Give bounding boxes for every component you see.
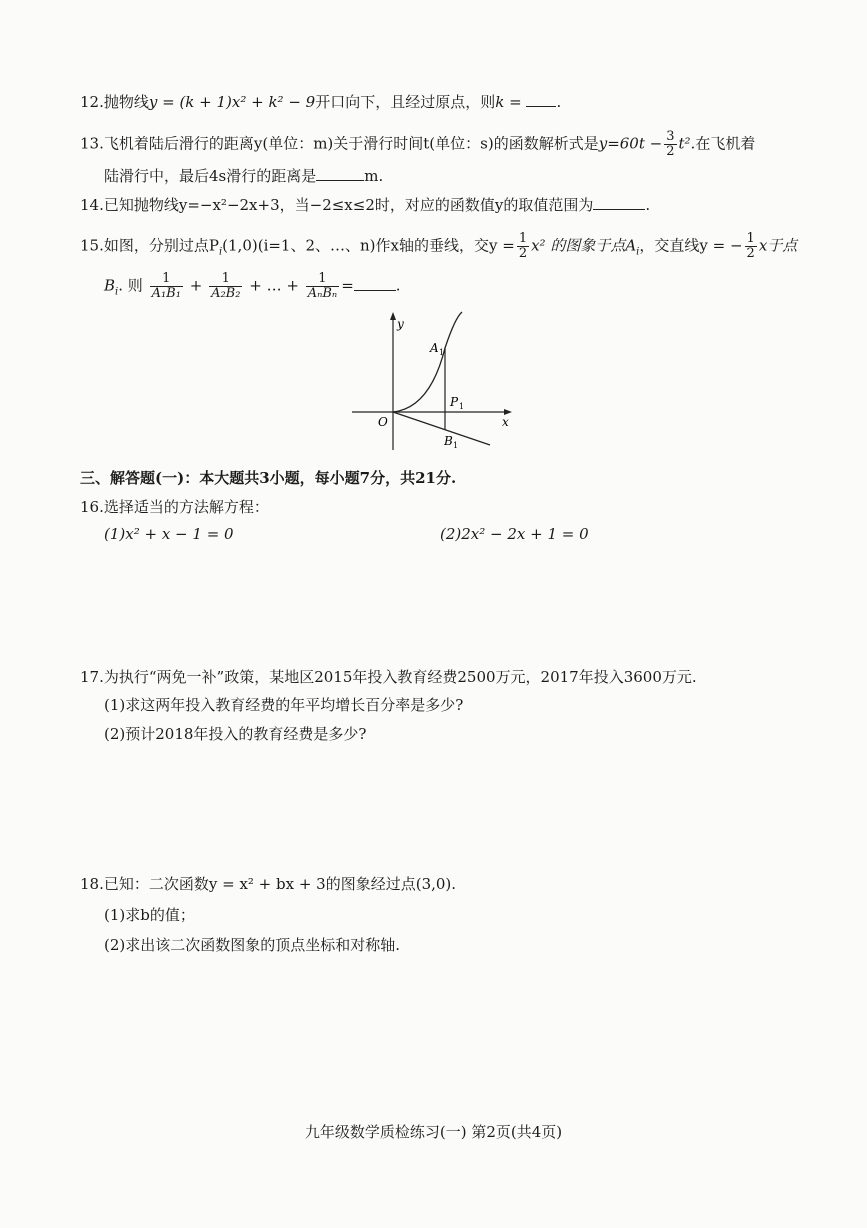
q15-term-2: $\frac{1}{\text{A₂B₂}}$ (211, 271, 241, 301)
label-a-sub: 1 (439, 348, 445, 357)
q15-then: . 则 (118, 276, 143, 295)
q15-dots: + … + (249, 276, 299, 295)
q12-number: 12. (80, 93, 104, 111)
page-footer: 九年级数学质检练习(一) 第2页(共4页) (304, 1123, 563, 1141)
question-17 (80, 667, 697, 687)
question-13-line2 (104, 166, 383, 186)
q13-fraction: $\frac{3}{2}$ (666, 129, 675, 159)
q15-line1-e: x于点 (758, 236, 798, 255)
q15-line1-d: ，交直线y = − (639, 236, 743, 255)
q16-part-2: (2)2x² − 2x + 1 = 0 (440, 525, 589, 543)
q13-line2: 陆滑行中，最后4s滑行的距离是 (104, 167, 317, 185)
q12-pre: 抛物线 (103, 93, 149, 111)
question-15-line1: 15.如图，分别过点$P_i(1,0)(i=1$、2、…、n)作x轴的垂线，交y = $\frac{1}{2}$ x² 的图象于点$A_i$，交直线y = − $\frac{1}{2}$ x于点 (80, 231, 798, 261)
y-axis-arrow (390, 312, 396, 320)
q13-formula-end: t². (678, 134, 696, 153)
question-18 (80, 874, 456, 894)
question-14 (80, 195, 650, 215)
q15-frac-2: $\frac{1}{2}$ (746, 231, 755, 261)
question-12 (80, 92, 561, 112)
q13-line2-end: m. (364, 167, 384, 185)
q12-answer-blank[interactable] (526, 92, 556, 107)
label-p-sub: 1 (459, 402, 465, 411)
q14-end: . (645, 196, 651, 214)
q17-text: 为执行“两免一补”政策，某地区2015年投入教育经费2500万元，2017年投入3600万元. (103, 668, 697, 686)
label-b-sub: 1 (453, 441, 459, 450)
q15-line1-b: (1,0)(i=1、2、…、n)作x轴的垂线，交y = (222, 236, 515, 255)
q13-line1-mid: y(单位：m)关于滑行时间t(单位：s)的函数解析式是 (253, 134, 599, 153)
label-x: x (502, 415, 509, 429)
q15-answer-blank[interactable] (354, 276, 396, 291)
label-p: P (450, 395, 459, 409)
label-y: y (397, 317, 404, 331)
q12-expression: y = (k + 1)x² + k² − 9 (148, 93, 316, 111)
q17-number: 17. (80, 668, 104, 686)
q13-formula: y=60t − (598, 134, 663, 153)
q13-line1-post: 在飞机着 (695, 134, 756, 153)
q15-b: B (104, 276, 116, 295)
q16-number: 16. (80, 498, 104, 516)
question-16 (80, 497, 269, 517)
q15-end: . (395, 276, 401, 295)
q18-part-2: (2)求出该二次函数图象的顶点坐标和对称轴. (104, 936, 401, 954)
q13-number: 13. (80, 134, 104, 153)
q17-part-1: (1)求这两年投入教育经费的年平均增长百分率是多少? (104, 696, 464, 714)
q14-number: 14. (80, 196, 104, 214)
q13-answer-blank[interactable] (316, 166, 364, 181)
q14-answer-blank[interactable] (593, 195, 645, 210)
q12-end: . (556, 93, 562, 111)
q15-plus: + (189, 276, 203, 295)
q12-var: k (495, 93, 505, 111)
q15-line1-a: 如图，分别过点P (103, 236, 219, 255)
q18-part-1: (1)求b的值； (104, 906, 195, 924)
q18-text: 已知：二次函数y = x² + bx + 3的图象经过点(3,0). (103, 875, 457, 893)
q15-figure (340, 308, 530, 458)
q15-term-n: $\frac{1}{\text{AₙBₙ}}$ (307, 271, 338, 301)
q15-eq: = (341, 276, 354, 295)
q18-number: 18. (80, 875, 104, 893)
label-a: A (430, 341, 439, 355)
q15-number: 15. (80, 236, 104, 255)
q17-part-2: (2)预计2018年投入的教育经费是多少? (104, 725, 367, 743)
q15-term-1: $\frac{1}{\text{A₁B₁}}$ (151, 271, 181, 301)
q12-eq: = (504, 93, 527, 111)
q15-frac-1: $\frac{1}{2}$ (518, 231, 528, 261)
q14-text: 已知抛物线y=−x²−2x+3，当−2≤x≤2时，对应的函数值y的取值范围为 (103, 196, 594, 214)
question-13-line1 (80, 130, 755, 159)
label-o: O (378, 415, 388, 429)
q16-part-1: (1)x² + x − 1 = 0 (104, 525, 234, 543)
question-15-line2: $B_i$. 则 $\frac{1}{\text{A₁B₁}}$ + $\frac{1}{\text{A₂B₂}}$ + … + $\frac{1}{\text{AₙBₙ}}$ = . (104, 271, 401, 301)
q13-line1-pre: 飞机着陆后滑行的距离 (103, 134, 254, 153)
q15-line1-c: x² 的图象于点A (531, 236, 637, 255)
label-b: B (444, 434, 453, 448)
section-3-title: 三、解答题(一)：本大题共3小题，每小题7分，共21分. (80, 469, 457, 487)
line-y-neg-half-x (393, 412, 490, 445)
q12-post: 开口向下，且经过原点，则 (315, 93, 496, 111)
q16-text: 选择适当的方法解方程： (103, 498, 269, 516)
